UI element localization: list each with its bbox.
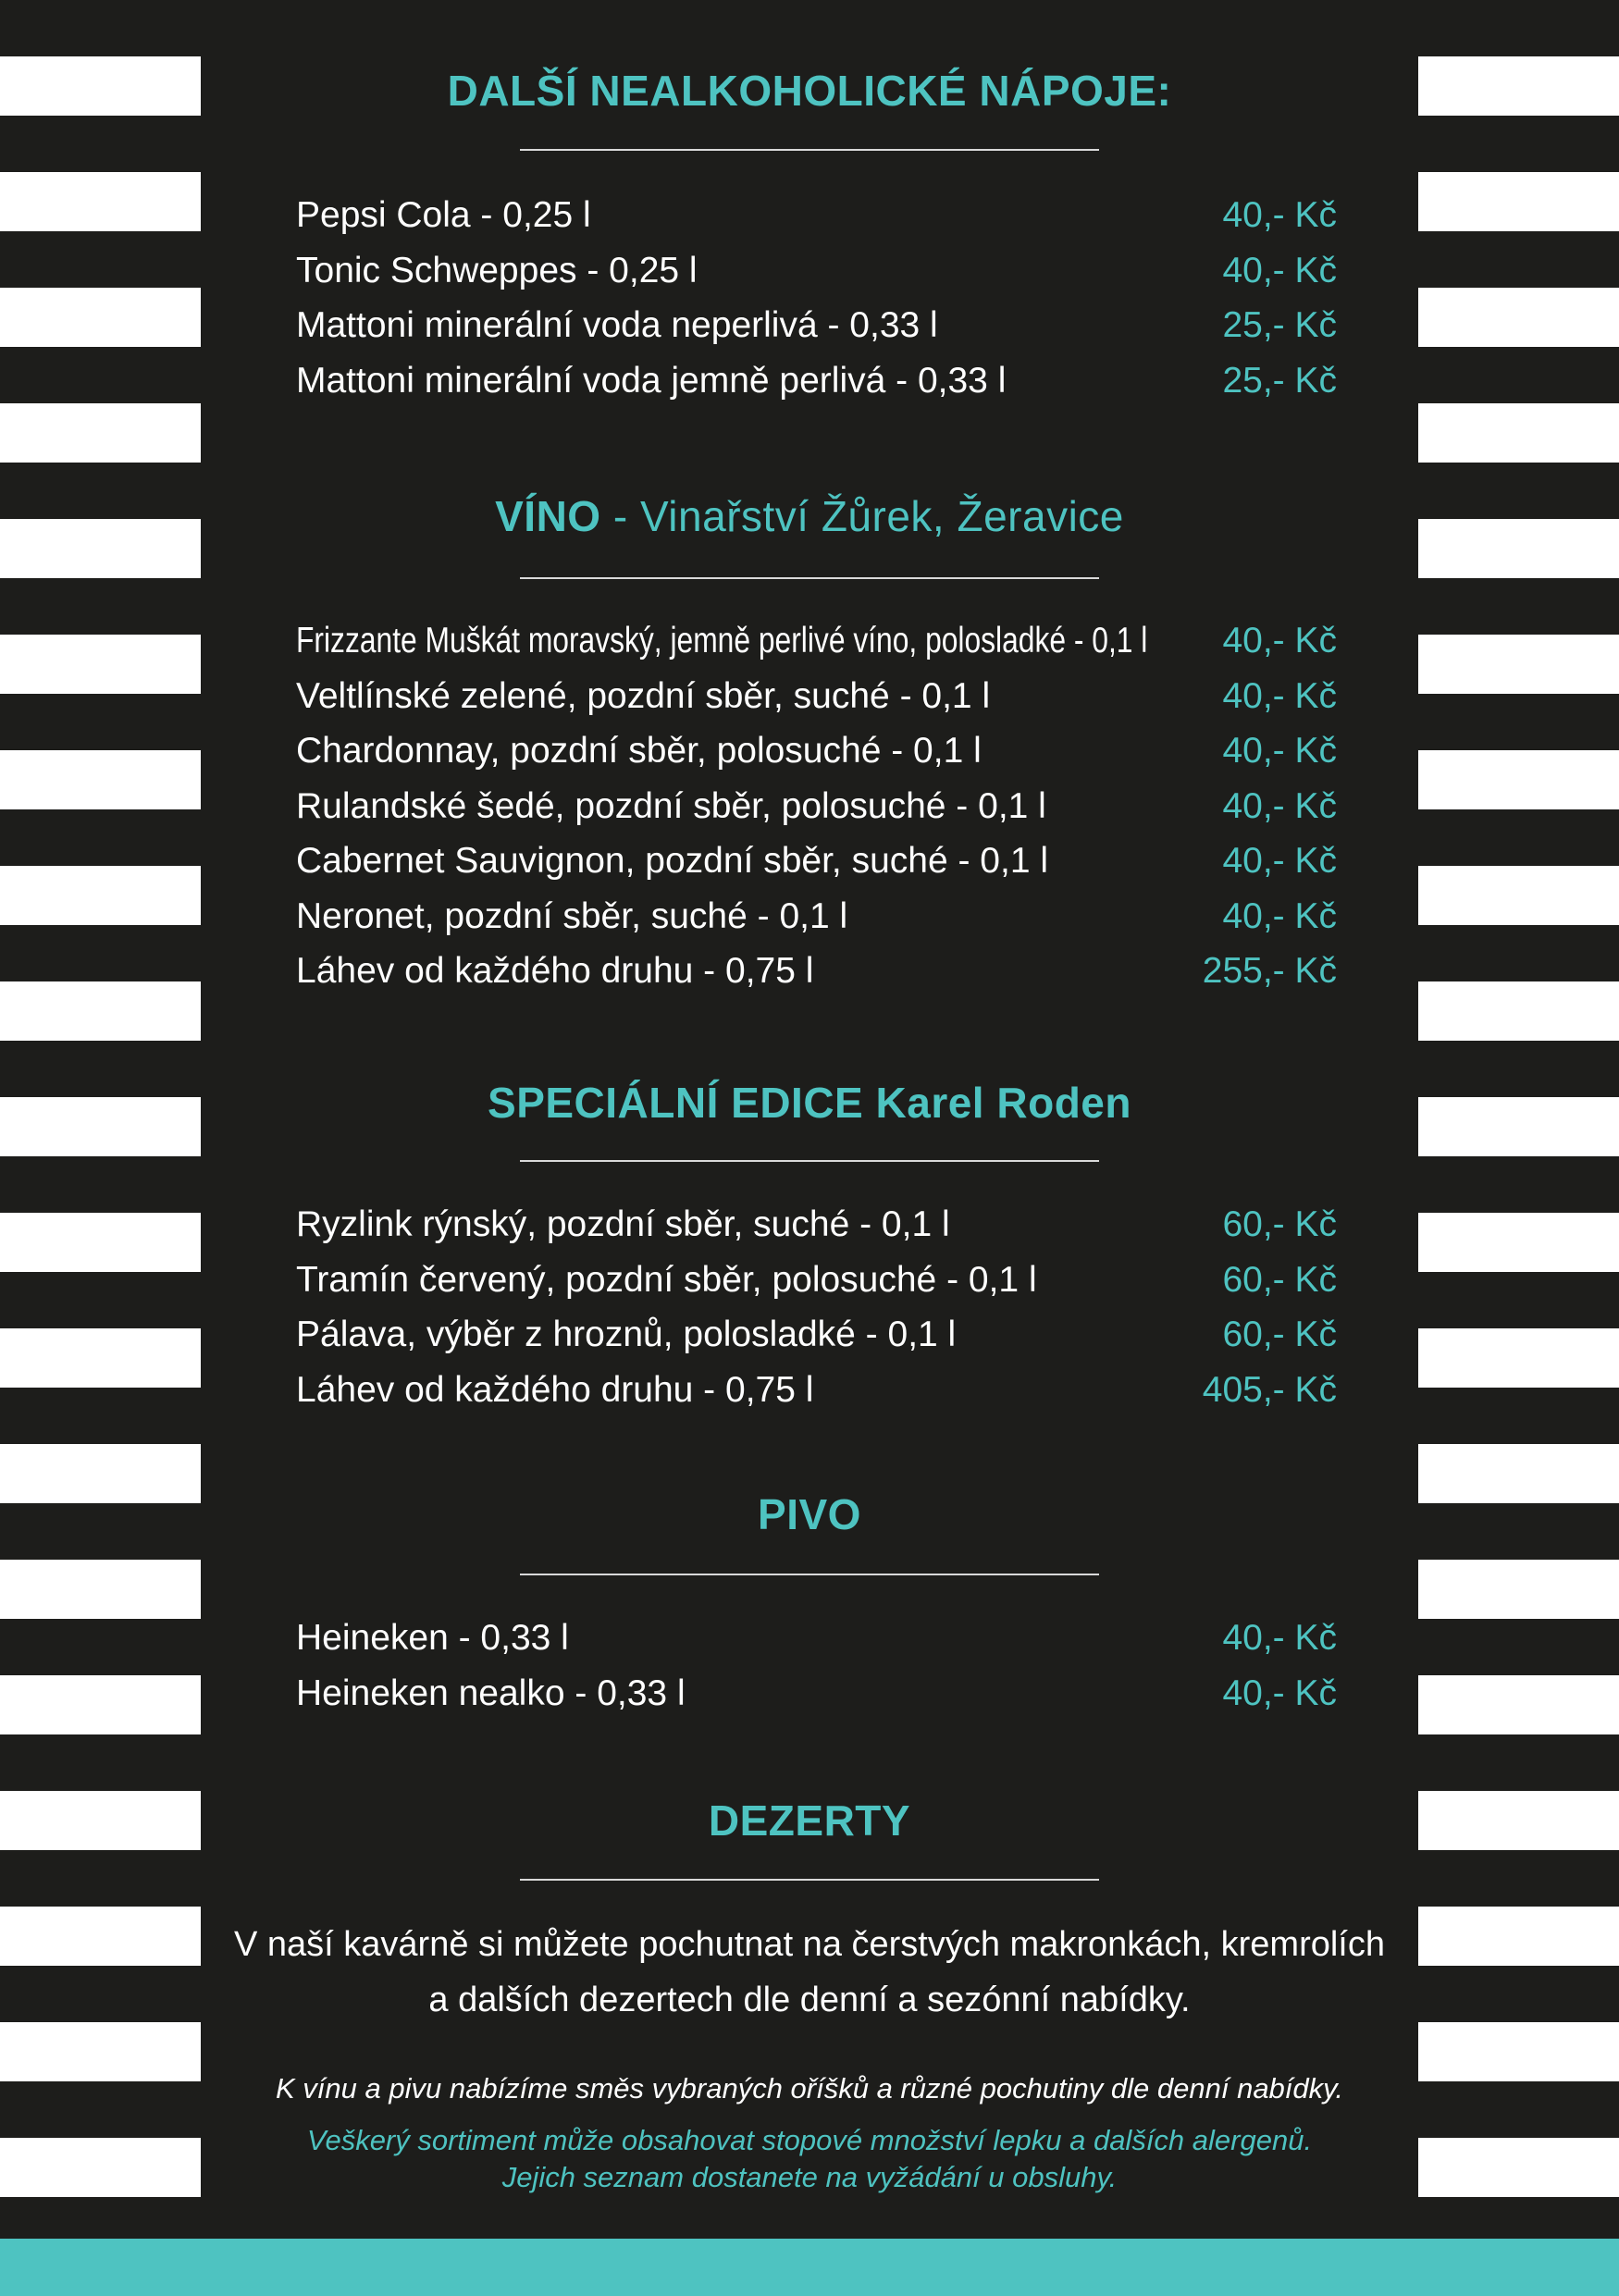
- allergen-note-line-1: Veškerý sortiment může obsahovat stopové množství lepku a dalších alergenů.: [306, 2124, 1313, 2156]
- menu-item: [296, 298, 1337, 353]
- menu-item: [296, 1363, 1337, 1418]
- item-name: Heineken nealko - 0,33 l: [296, 1673, 686, 1713]
- item-name: Heineken - 0,33 l: [296, 1618, 569, 1658]
- item-price: 40,- Kč: [1222, 785, 1337, 826]
- desserts-description-line-2: a dalších dezertech dle denní a sezónní nabídky.: [428, 1981, 1191, 2019]
- item-name: Pepsi Cola - 0,25 l: [296, 195, 591, 235]
- divider: [520, 1574, 1099, 1575]
- item-name: Mattoni minerální voda jemně perlivá - 0,33 l: [296, 360, 1007, 401]
- heading-wine: [201, 490, 1418, 542]
- item-price: 40,- Kč: [1222, 195, 1337, 235]
- menu-item: [296, 669, 1337, 724]
- heading-soft-drinks: DALŠÍ NEALKOHOLICKÉ NÁPOJE:: [447, 67, 1172, 115]
- heading-special-edition: SPECIÁLNÍ EDICE Karel Roden: [488, 1079, 1131, 1127]
- item-price: 40,- Kč: [1222, 675, 1337, 716]
- list-soft-drinks: [296, 188, 1337, 408]
- menu-item: [296, 188, 1337, 243]
- list-beer: [296, 1611, 1337, 1721]
- menu-item: [296, 889, 1337, 944]
- item-price: 25,- Kč: [1222, 360, 1337, 401]
- item-name: Ryzlink rýnský, pozdní sběr, suché - 0,1 l: [296, 1204, 950, 1244]
- item-name: Chardonnay, pozdní sběr, polosuché - 0,1 l: [296, 731, 982, 771]
- heading-wine-subtitle: - Vinařství Žůrek, Žeravice: [600, 492, 1124, 540]
- menu-item: [296, 353, 1337, 409]
- item-price: 25,- Kč: [1222, 305, 1337, 345]
- menu-item: [296, 1666, 1337, 1722]
- item-price: 40,- Kč: [1222, 895, 1337, 936]
- menu-item: [296, 1307, 1337, 1363]
- menu-item: [296, 833, 1337, 889]
- list-special-edition: [296, 1197, 1337, 1417]
- item-price: 60,- Kč: [1222, 1315, 1337, 1354]
- menu-item: [296, 243, 1337, 299]
- item-name: Frizzante Muškát moravský, jemně perlivé víno, polosladké - 0,1 l: [296, 621, 1148, 660]
- menu-item: [296, 944, 1337, 999]
- item-price: 60,- Kč: [1222, 1204, 1337, 1244]
- item-name: Cabernet Sauvignon, pozdní sběr, suché - 0,1 l: [296, 841, 1049, 881]
- menu-item: [296, 613, 1337, 669]
- item-name: Neronet, pozdní sběr, suché - 0,1 l: [296, 895, 848, 936]
- divider: [520, 1160, 1099, 1162]
- heading-beer: PIVO: [758, 1490, 861, 1538]
- item-name: Láhev od každého druhu - 0,75 l: [296, 1369, 814, 1410]
- item-name: Mattoni minerální voda neperlivá - 0,33 l: [296, 305, 938, 345]
- menu-item: [296, 723, 1337, 779]
- snacks-note: K vínu a pivu nabízíme směs vybraných oříšků a různé pochutiny dle denní nabídky.: [276, 2072, 1343, 2105]
- right-stripe-border: [1418, 0, 1619, 2296]
- item-name: Veltlínské zelené, pozdní sběr, suché - 0,1 l: [296, 675, 991, 716]
- item-price: 40,- Kč: [1222, 731, 1337, 771]
- left-stripe-border: [0, 0, 201, 2296]
- item-price: 40,- Kč: [1222, 1673, 1337, 1713]
- bottom-accent-bar: [0, 2239, 1619, 2296]
- item-price: 40,- Kč: [1222, 621, 1337, 660]
- list-wine: [296, 613, 1337, 999]
- item-name: Pálava, výběr z hroznů, polosladké - 0,1 l: [296, 1315, 957, 1354]
- item-name: Tonic Schweppes - 0,25 l: [296, 250, 698, 290]
- item-name: Láhev od každého druhu - 0,75 l: [296, 951, 814, 991]
- menu-item: [296, 1611, 1337, 1666]
- allergen-note-line-2: Jejich seznam dostanete na vyžádání u obsluhy.: [501, 2161, 1118, 2193]
- divider: [520, 1879, 1099, 1881]
- item-price: 40,- Kč: [1222, 250, 1337, 290]
- heading-wine-title: VÍNO: [495, 492, 601, 540]
- item-price: 60,- Kč: [1222, 1259, 1337, 1300]
- item-price: 40,- Kč: [1222, 1618, 1337, 1658]
- menu-item: [296, 779, 1337, 834]
- item-name: Tramín červený, pozdní sběr, polosuché - 0,1 l: [296, 1259, 1037, 1300]
- menu-item: [296, 1197, 1337, 1253]
- item-name: Rulandské šedé, pozdní sběr, polosuché - 0,1 l: [296, 785, 1046, 826]
- item-price: 40,- Kč: [1222, 841, 1337, 881]
- menu-item: [296, 1253, 1337, 1308]
- item-price: 255,- Kč: [1202, 951, 1337, 991]
- heading-desserts: DEZERTY: [708, 1796, 911, 1845]
- desserts-description-line-1: V naší kavárně si můžete pochutnat na čerstvých makronkách, kremrolích: [234, 1925, 1385, 1964]
- divider: [520, 149, 1099, 151]
- divider: [520, 577, 1099, 579]
- item-price: 405,- Kč: [1202, 1369, 1337, 1410]
